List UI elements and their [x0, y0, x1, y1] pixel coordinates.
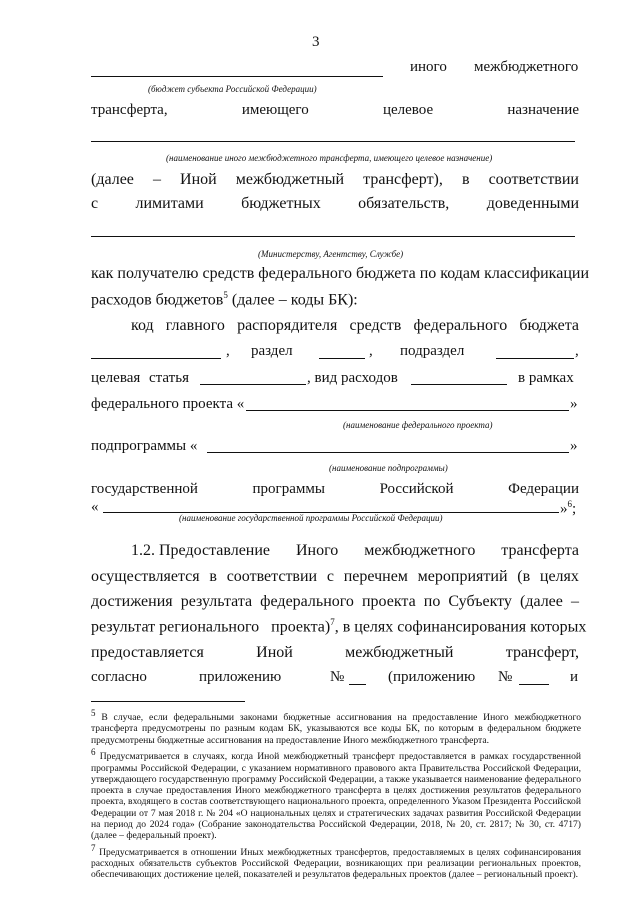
close-quote: » [570, 396, 578, 412]
word: проекта [361, 593, 416, 610]
label-target-article: целевая статья [91, 370, 189, 386]
word: Иной [256, 644, 293, 661]
para-row-4-tail: , в целях софинансирования которых [334, 618, 587, 636]
footnote-number: 6 [91, 747, 96, 758]
footnote-text: Предусматривается в случаях, когда Иной межбюджетный трансферт предоставляется в рамках государственной программы Российской Федерации, с указанием нормативного правового акта Правительства Российской Федерации, утверждающего государственную программу Российской Федерации, а также указывается наименование федерального проекта в случае предоставления Иного межбюджетного трансферта в целях достижения результатов федерального проекта, входящего в состав соответствующего национального проекта, определенного Указом Президента Российской Федерации от 7 мая 2018 г. № 204 «О национальных целях и стратегических задачах развития Российской Федерации на период до 2024 года» (Собрание законодательства Российской Федерации, 2018, № 20, ст. 2817; № 30, ст. 4717) (далее – федеральный проект). [91, 751, 581, 842]
word: федерального [413, 317, 508, 334]
word: (далее [519, 593, 563, 610]
footnotes [91, 708, 581, 882]
word: результата [180, 593, 253, 610]
word: межбюджетного [364, 542, 476, 559]
target-article-blank [200, 384, 306, 385]
word: – [570, 593, 579, 610]
footnote-6 [91, 747, 581, 842]
word: Субъекту [448, 593, 512, 610]
word-soglasno: согласно [91, 669, 147, 685]
hint-fed-project: (наименование федерального проекта) [343, 420, 493, 430]
word: целях [539, 568, 579, 585]
page-number: 3 [312, 34, 320, 50]
word: федерального [260, 593, 354, 610]
appendix-number-blank-2 [519, 684, 549, 685]
expense-codes-line [91, 290, 358, 309]
word-i: и [570, 669, 579, 685]
word: трансферта, [91, 102, 168, 118]
comma: , [226, 343, 230, 359]
appendix-number-blank [349, 684, 366, 685]
word: перечнем [343, 568, 408, 585]
expense-codes-tail: (далее – коды БК): [227, 291, 358, 309]
para-row-4-text: результат регионального проекта) [91, 618, 331, 636]
word: программы [252, 481, 325, 497]
subject-budget-blank [91, 76, 383, 77]
word: (в [517, 568, 531, 585]
word: (далее [91, 171, 134, 188]
close-quote: » [570, 438, 578, 454]
footnote-ref-6: 6 [567, 499, 572, 509]
word: Российской [379, 481, 454, 497]
close-quote: » [560, 501, 568, 517]
word: трансферт, [505, 644, 579, 661]
word: 1.2. Предоставление [131, 542, 271, 559]
word: мероприятий [417, 568, 508, 585]
row-limits [91, 195, 579, 213]
word: код [131, 317, 154, 334]
word: доведенными [486, 195, 579, 212]
label-subsection: подраздел [400, 343, 465, 359]
word: соответствии [488, 171, 579, 188]
chief-manager-code-blank [91, 358, 221, 359]
word: лимитами [135, 195, 204, 212]
word: целевое [382, 102, 434, 118]
word: Федерации [508, 481, 579, 497]
word: средств [349, 317, 402, 334]
label-section: раздел [251, 343, 293, 359]
word: бюджета [519, 317, 579, 334]
word: Иного [295, 542, 339, 559]
word: по [423, 593, 441, 610]
number-sign: № [498, 669, 513, 685]
row-transfer [91, 102, 579, 119]
para-row-4 [91, 617, 586, 636]
expense-codes-text: расходов бюджетов [91, 291, 224, 309]
word: назначение [507, 102, 579, 118]
subprogram-blank [207, 452, 569, 453]
hint-subprogram: (наименование подпрограммы) [329, 463, 448, 473]
number-sign: № [330, 669, 345, 685]
hint-ministry: (Министерству, Агентству, Службе) [258, 249, 404, 259]
footnote-text: В случае, если федеральными законами бюджетные ассигнования на предоставление Иного межбюджетного трансферта предусмотрены по разным кодам БК, указываются все коды БК, по которым в федеральном бюджете предусмотрены бюджетные ассигнования на предоставление Иного межбюджетного трансферта. [91, 712, 581, 746]
footnote-number: 5 [91, 708, 96, 718]
para-row-5 [91, 644, 579, 662]
word: бюджетных [241, 195, 321, 212]
comma: , [369, 343, 373, 359]
word: соответствии [226, 568, 318, 585]
transfer-name-blank [91, 141, 575, 142]
fed-project-blank [246, 410, 569, 411]
para-row-2 [91, 568, 579, 586]
footnote-ref-5: 5 [223, 290, 228, 300]
subsection-code-blank [496, 358, 574, 359]
word: осуществляется [91, 568, 200, 585]
row-state-program [91, 481, 579, 498]
word: имеющего [241, 102, 309, 118]
label-expense-type: , вид расходов [307, 370, 398, 386]
footnote-separator [91, 701, 245, 702]
label-within: в рамках [518, 370, 574, 386]
word: Иной [180, 171, 217, 188]
section-code-blank [319, 358, 365, 359]
word: в [209, 568, 217, 585]
comma: , [575, 343, 579, 359]
ministry-blank [91, 236, 575, 237]
footnote-5 [91, 708, 581, 746]
semicolon: ; [572, 501, 577, 517]
word-mezhbyudzhetnogo: межбюджетного [474, 59, 579, 75]
word-prilozheniyu: приложению [199, 669, 282, 685]
hint-state-program: (наименование государственной программы Российской Федерации) [179, 513, 443, 523]
row-further [91, 171, 579, 189]
word: – [152, 171, 161, 188]
footnote-ref-7: 7 [330, 617, 335, 627]
footnote-number: 7 [91, 842, 96, 853]
word: главного [165, 317, 225, 334]
word-prilozheniyu-paren: (приложению [388, 669, 476, 685]
para-row-3 [91, 593, 579, 611]
word: государственной [91, 481, 198, 497]
word: трансферт), [363, 171, 443, 188]
word-inogo: иного [410, 59, 447, 75]
close-quote-end [560, 499, 576, 518]
word: трансферта [501, 542, 579, 559]
hint-transfer-name: (наименование иного межбюджетного трансферта, имеющего целевое назначение) [166, 153, 493, 163]
footnote-text: Предусматривается в отношении Иных межбюджетных трансфертов, предоставляемых в целях софинансирования расходных обязательств субъектов Российской Федерации, возникающих при реализации региональных проектов, обеспечивающих достижение целей, показателей и результатов федеральных проектов (далее – региональный проект). [91, 846, 581, 881]
open-quote: « [91, 499, 99, 515]
row-chief-manager [131, 317, 579, 335]
word: обязательств, [358, 195, 450, 212]
word: распорядителя [237, 317, 338, 334]
word: с [91, 195, 99, 212]
recipient-line: как получателю средств федерального бюджета по кодам классификации [91, 265, 589, 282]
hint-subject-budget: (бюджет субъекта Российской Федерации) [148, 84, 317, 94]
word: в [461, 171, 470, 188]
label-subprogram: подпрограммы « [91, 438, 198, 454]
footnote-7 [91, 843, 581, 881]
word: межбюджетный [235, 171, 345, 188]
word: межбюджетный [345, 644, 454, 661]
word: достижения [91, 593, 173, 610]
para-row-1 [131, 542, 579, 560]
label-fed-project: федерального проекта « [91, 396, 245, 412]
word: предоставляется [91, 644, 204, 661]
expense-type-blank [411, 384, 507, 385]
word: с [326, 568, 334, 585]
